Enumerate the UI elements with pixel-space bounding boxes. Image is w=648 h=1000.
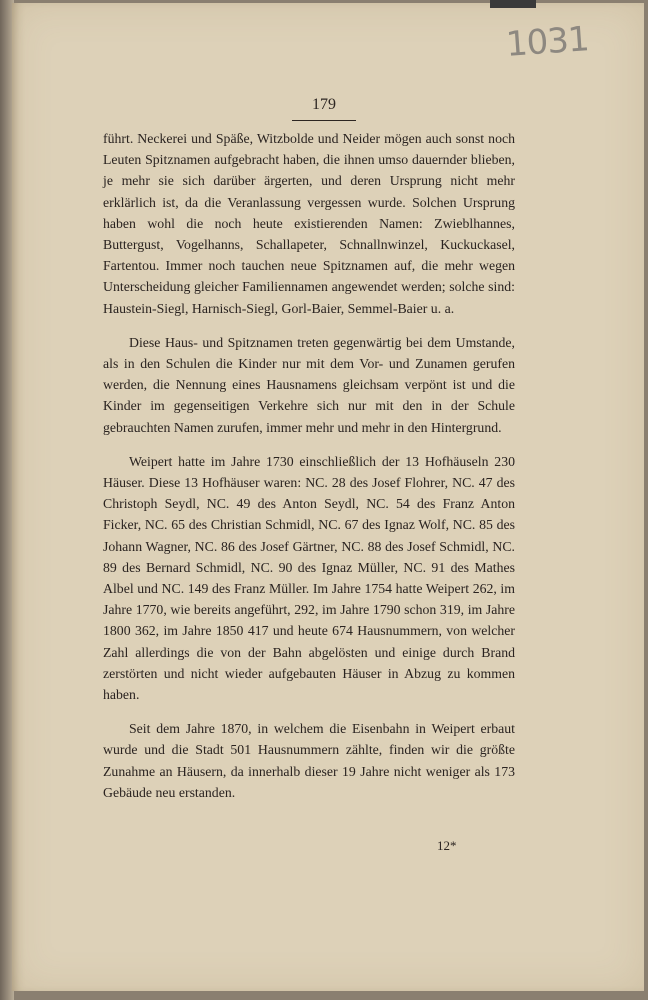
body-text: [103, 128, 515, 803]
header-rule: [292, 120, 356, 121]
paragraph-4: Seit dem Jahre 1870, in welchem die Eisenbahn in Weipert erbaut wurde und die Stadt 501 Hausnummern zählte, finden wir die größte Zunahme an Häusern, da innerhalb dieser 19 Jahre nicht weniger als 173 Gebäude neu erstanden.: [103, 721, 515, 800]
paragraph-3: Weipert hatte im Jahre 1730 einschließlich der 13 Hofhäuseln 230 Häuser. Diese 13 Hofhäuser waren: NC. 28 des Josef Flohrer, NC. 47 des Christoph Seydl, NC. 49 des Anton Seydl, NC. 54 des Franz Anton Ficker, NC. 65 des Christian Schmidl, NC. 67 des Ignaz Wolf, NC. 85 des Johann Wagner, NC. 86 des Josef Gärtner, NC. 88 des Josef Schmidl, NC. 89 des Bernard Schmidl, NC. 90 des Ignaz Müller, NC. 91 des Mathes Albel und NC. 149 des Franz Müller. Im Jahre 1754 hatte Weipert 262, im Jahre 1770, wie bereits angeführt, 292, im Jahre 1790 schon 319, im Jahre 1800 362, im Jahre 1850 417 und heute 674 Hausnummern, von welcher Zahl allerdings die von der Bahn abgelösten und einige durch Brand zerstörten und nicht wieder aufgebauten Häuser in Abzug zu kommen haben.: [103, 453, 515, 703]
archive-tab: [490, 0, 536, 8]
page-number: 179: [312, 96, 336, 113]
page-number-header: [0, 96, 648, 121]
paragraph-1: führt. Neckerei und Späße, Witzbolde und Neider mögen auch sonst noch Leuten Spitznamen aufgebracht haben, die ihnen umso dauernder blieben, je mehr sie sich darüber ärgerten, und deren Ursprung nicht mehr erklärlich ist, da die Veranlassung vergessen wurde. Solchen Ursprung haben wohl die noch heute existierenden Namen: Zwieblhannes, Buttergust, Vogelhanns, Schallapeter, Schnallnwinzel, Kuckuckasel, Fartentou. Immer noch tauchen neue Spitznamen auf, die mehr wegen Unterscheidung gleicher Familiennamen angewendet werden; solche sind: Haustein-Siegl, Harnisch-Siegl, Gorl-Baier, Semmel-Baier u. a.: [103, 131, 515, 316]
printer-signature-mark: 12*: [437, 838, 457, 853]
archive-number: 1031: [504, 19, 590, 65]
paragraph-2: Diese Haus- und Spitznamen treten gegenwärtig bei dem Umstande, als in den Schulen die Kinder nur mit dem Vor- und Zunamen gerufen werden, die Nennung eines Hausnamens gleichsam verpönt ist und die Kinder im gegenseitigen Verkehre sich nur mit den in der Schule gebrauchten Namen zurufen, immer mehr und mehr in den Hintergrund.: [103, 334, 515, 435]
